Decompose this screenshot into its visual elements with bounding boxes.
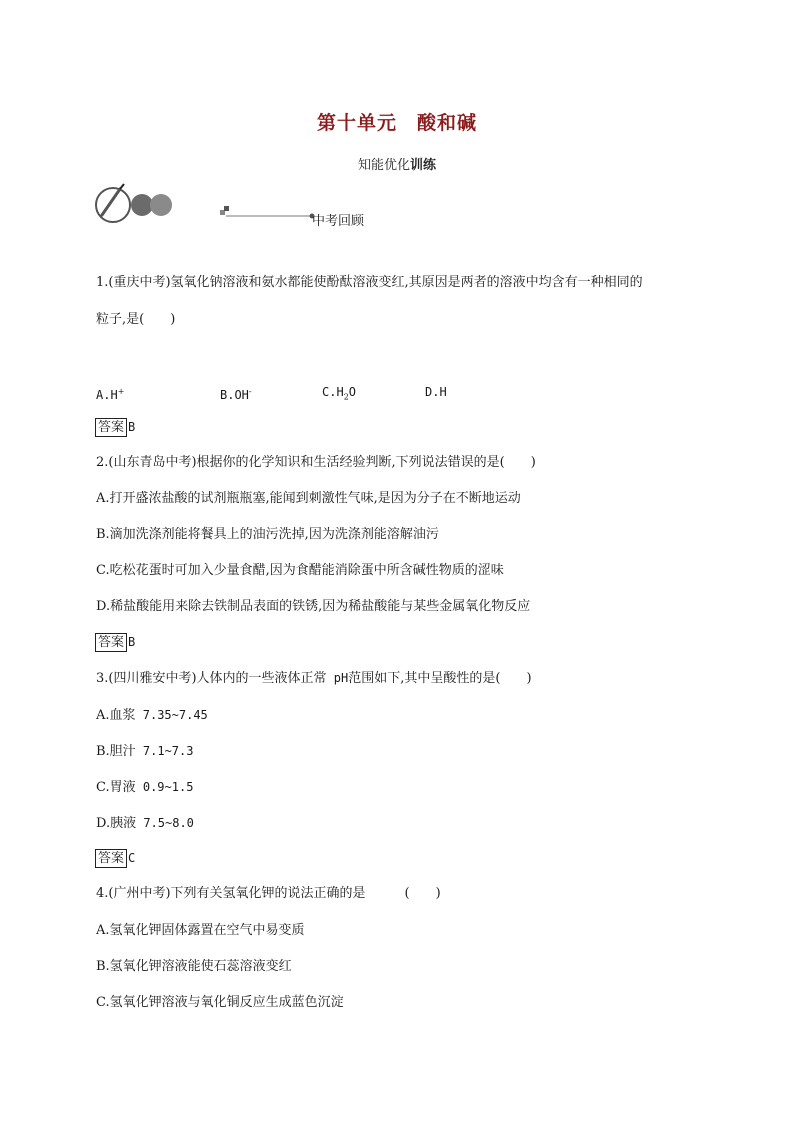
answer-value: B	[128, 420, 136, 434]
q1-option-c: $C.H_2O$	[322, 385, 357, 402]
answer-value: B	[128, 635, 136, 649]
q1-option-a: A.H+	[96, 387, 125, 402]
q4-stem: 4.(广州中考)下列有关氢氧化钾的说法正确的是 ( )	[96, 886, 441, 901]
q2-option-c: C.吃松花蛋时可加入少量食醋,因为食醋能消除蛋中所含碱性物质的涩味	[96, 563, 504, 578]
q1-option-b: B.OH-	[220, 387, 252, 402]
q4-option-b: B.氢氧化钾溶液能使石蕊溶液变红	[96, 959, 292, 974]
q1-answer	[95, 418, 135, 437]
answer-label: 答案	[95, 849, 127, 868]
q2-stem: 2.(山东青岛中考)根据你的化学知识和生活经验判断,下列说法错误的是( )	[96, 455, 536, 470]
section-label: 中考回顾	[312, 214, 365, 229]
q3-option-d: D.胰液 7.5~8.0	[96, 816, 194, 831]
section-header	[94, 183, 394, 229]
subtitle-normal: 知能优化	[357, 158, 410, 173]
q2-option-d: D.稀盐酸能用来除去铁制品表面的铁锈,因为稀盐酸能与某些金属氧化物反应	[96, 599, 531, 614]
q2-option-a: A.打开盛浓盐酸的试剂瓶瓶塞,能闻到刺激性气味,是因为分子在不断地运动	[96, 491, 521, 506]
page-subtitle	[0, 154, 794, 173]
q3-option-b: B.胆汁 7.1~7.3	[96, 744, 194, 759]
q3-stem: 3.(四川雅安中考)人体内的一些液体正常 pH范围如下,其中呈酸性的是( )	[96, 671, 532, 686]
answer-label: 答案	[95, 418, 127, 437]
q3-answer	[95, 849, 135, 868]
subtitle-bold: 训练	[410, 158, 437, 173]
q1-stem-line2: 粒子,是( )	[96, 312, 176, 327]
q3-option-a: A.血浆 7.35~7.45	[96, 708, 208, 723]
q1-stem-line1: 1.(重庆中考)氢氧化钠溶液和氨水都能使酚酞溶液变红,其原因是两者的溶液中均含有一种相同的	[96, 275, 643, 290]
page-title: 第十单元 酸和碱	[316, 112, 477, 134]
q4-option-c: C.氢氧化钾溶液与氧化铜反应生成蓝色沉淀	[96, 995, 344, 1010]
q1-option-d: D.H	[425, 385, 447, 399]
q3-option-c: C.胃液 0.9~1.5	[96, 780, 194, 795]
q4-option-a: A.氢氧化钾固体露置在空气中易变质	[96, 923, 305, 938]
q2-answer	[95, 633, 135, 652]
answer-label: 答案	[95, 633, 127, 652]
answer-value: C	[128, 851, 136, 865]
q2-option-b: B.滴加洗涤剂能将餐具上的油污洗掉,因为洗涤剂能溶解油污	[96, 527, 439, 542]
brush-palette-icon	[94, 183, 324, 229]
